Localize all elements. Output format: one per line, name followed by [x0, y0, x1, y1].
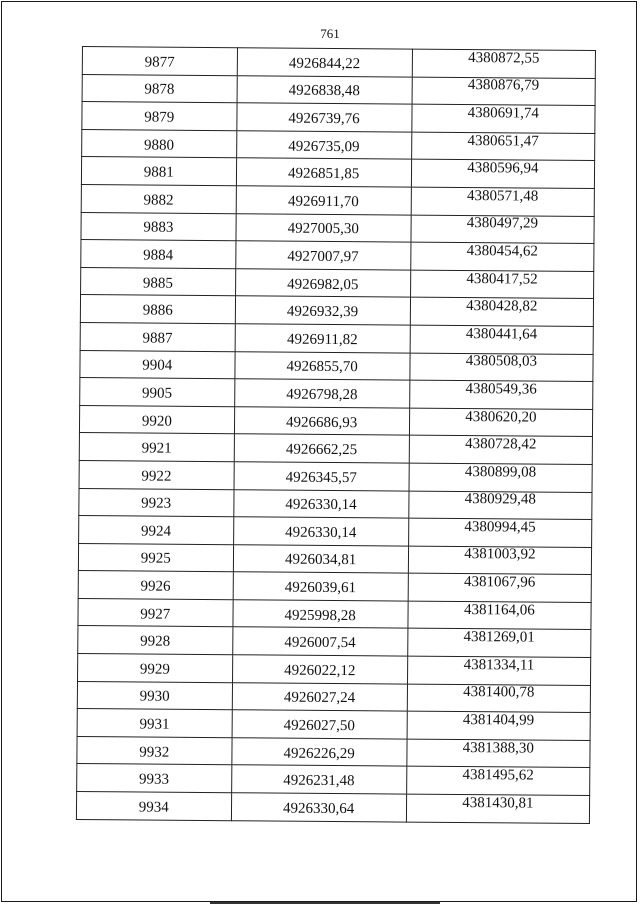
y-coordinate-text: 4380508,03 — [465, 353, 538, 370]
point-id-text: 9877 — [144, 54, 175, 71]
point-id-cell — [82, 74, 237, 103]
x-coordinate-text: 4926838,48 — [288, 83, 360, 100]
x-coordinate-text: 4926844,22 — [288, 55, 361, 72]
x-coordinate-cell — [236, 103, 411, 132]
y-coordinate-text: 4381400,78 — [463, 684, 535, 702]
table-row — [80, 378, 593, 410]
point-id-cell — [80, 295, 235, 324]
point-id-text: 9884 — [143, 247, 174, 264]
y-coordinate-text: 4380651,47 — [467, 132, 539, 150]
x-coordinate-cell — [235, 324, 410, 353]
x-coordinate-text: 4926662,25 — [285, 441, 358, 459]
point-id-text: 9927 — [140, 606, 171, 623]
y-coordinate-cell — [411, 187, 595, 216]
table-row — [82, 74, 595, 106]
y-coordinate-cell — [410, 297, 594, 326]
x-coordinate-cell — [233, 544, 408, 573]
x-coordinate-text: 4927007,97 — [287, 248, 359, 266]
x-coordinate-text: 4926686,93 — [286, 414, 358, 431]
point-id-cell — [82, 102, 237, 131]
point-id-cell — [80, 322, 235, 351]
x-coordinate-text: 4926039,61 — [284, 579, 357, 597]
point-id-cell — [82, 47, 237, 76]
x-coordinate-cell — [232, 710, 407, 739]
y-coordinate-text: 4380497,29 — [466, 215, 539, 232]
y-coordinate-cell — [412, 104, 596, 133]
y-coordinate-cell — [409, 463, 593, 492]
table-row — [78, 654, 591, 686]
x-coordinate-cell — [233, 600, 408, 629]
y-coordinate-text: 4380417,52 — [466, 270, 538, 288]
x-coordinate-cell — [233, 572, 408, 601]
x-coordinate-cell — [234, 462, 409, 491]
y-coordinate-text: 4380596,94 — [467, 160, 539, 177]
x-coordinate-text: 4926226,29 — [283, 745, 355, 762]
y-coordinate-text: 4380728,42 — [465, 436, 537, 453]
point-id-cell — [81, 267, 236, 296]
y-coordinate-cell — [409, 435, 593, 464]
x-coordinate-cell — [232, 627, 407, 656]
point-id-cell — [78, 654, 233, 683]
point-id-cell — [81, 240, 236, 269]
x-coordinate-text: 4926330,14 — [285, 524, 357, 542]
table-row — [79, 433, 592, 465]
x-coordinate-text: 4926735,09 — [288, 138, 360, 155]
y-coordinate-text: 4381404,99 — [462, 712, 535, 729]
table-row — [80, 350, 593, 382]
point-id-text: 9933 — [138, 771, 170, 788]
y-coordinate-cell — [408, 573, 592, 602]
y-coordinate-cell — [407, 684, 591, 713]
y-coordinate-text: 4381067,96 — [463, 574, 536, 591]
x-coordinate-text: 4926022,12 — [284, 662, 356, 680]
point-id-cell — [79, 405, 234, 434]
scan-edge-mark — [210, 902, 440, 904]
x-coordinate-text: 4925998,28 — [284, 607, 356, 624]
x-coordinate-cell — [235, 268, 410, 297]
point-id-cell — [81, 212, 236, 241]
point-id-text: 9878 — [144, 81, 175, 99]
point-id-cell — [82, 129, 237, 158]
x-coordinate-text: 4926932,39 — [286, 303, 359, 321]
table-row — [76, 792, 589, 824]
table-row — [78, 571, 591, 603]
x-coordinate-text: 4926034,81 — [284, 552, 357, 569]
y-coordinate-cell — [411, 215, 595, 244]
point-id-cell — [79, 460, 234, 489]
point-id-text: 9887 — [142, 330, 173, 347]
point-id-cell — [77, 764, 232, 793]
y-coordinate-text: 4381388,30 — [462, 739, 535, 757]
table-row — [81, 212, 594, 244]
y-coordinate-text: 4380872,55 — [468, 49, 540, 67]
x-coordinate-text: 4926345,57 — [285, 469, 357, 486]
y-coordinate-text: 4381495,62 — [462, 767, 534, 784]
x-coordinate-text: 4926007,54 — [284, 634, 356, 652]
y-coordinate-cell — [408, 601, 592, 630]
point-id-text: 9886 — [142, 302, 173, 319]
table-row — [77, 736, 590, 768]
x-coordinate-cell — [234, 406, 409, 435]
point-id-text: 9922 — [141, 468, 172, 485]
table-row — [81, 240, 594, 272]
y-coordinate-text: 4380876,79 — [467, 77, 540, 94]
table-row — [77, 681, 590, 713]
point-id-cell — [81, 184, 236, 213]
x-coordinate-cell — [236, 186, 411, 215]
point-id-cell — [78, 571, 233, 600]
table-row — [77, 764, 590, 796]
y-coordinate-cell — [407, 656, 591, 685]
point-id-cell — [79, 488, 234, 517]
table-row — [78, 626, 591, 658]
x-coordinate-cell — [231, 765, 406, 794]
table-row — [78, 598, 591, 630]
table-row — [80, 295, 593, 327]
x-coordinate-text: 4926798,28 — [286, 386, 358, 404]
point-id-text: 9921 — [141, 440, 172, 457]
point-id-text: 9881 — [143, 164, 174, 181]
x-coordinate-cell — [235, 296, 410, 325]
y-coordinate-text: 4380549,36 — [465, 380, 537, 398]
x-coordinate-cell — [236, 213, 411, 242]
y-coordinate-cell — [410, 353, 594, 382]
y-coordinate-cell — [410, 325, 594, 354]
point-id-cell — [78, 626, 233, 655]
y-coordinate-text: 4380929,48 — [464, 491, 536, 508]
y-coordinate-text: 4380571,48 — [466, 187, 539, 205]
y-coordinate-cell — [411, 132, 595, 161]
y-coordinate-cell — [407, 739, 591, 768]
y-coordinate-text: 4380899,08 — [464, 463, 537, 481]
x-coordinate-text: 4926855,70 — [286, 358, 358, 376]
y-coordinate-cell — [412, 77, 596, 106]
y-coordinate-text: 4380454,62 — [466, 242, 538, 260]
y-coordinate-text: 4381269,01 — [463, 629, 535, 646]
point-id-cell — [77, 736, 232, 765]
x-coordinate-cell — [232, 655, 407, 684]
x-coordinate-cell — [232, 682, 407, 711]
point-id-text: 9930 — [139, 688, 170, 706]
table-row — [79, 460, 592, 492]
x-coordinate-cell — [236, 130, 411, 159]
point-id-cell — [78, 543, 233, 572]
point-id-cell — [77, 709, 232, 738]
x-coordinate-text: 4926231,48 — [283, 772, 355, 790]
y-coordinate-cell — [410, 270, 594, 299]
x-coordinate-text: 4927005,30 — [287, 220, 359, 238]
x-coordinate-cell — [237, 48, 412, 77]
y-coordinate-text: 4380691,74 — [467, 105, 540, 122]
x-coordinate-text: 4926739,76 — [288, 110, 360, 128]
table-row — [79, 516, 592, 548]
point-id-text: 9880 — [143, 137, 175, 154]
y-coordinate-cell — [406, 767, 590, 796]
x-coordinate-cell — [233, 517, 408, 546]
table-row — [78, 543, 591, 575]
point-id-text: 9929 — [139, 661, 170, 678]
point-id-text: 9883 — [143, 219, 174, 237]
table-row — [79, 405, 592, 437]
table-row — [81, 184, 594, 216]
y-coordinate-cell — [409, 380, 593, 409]
point-id-text: 9931 — [139, 716, 170, 733]
point-id-cell — [79, 516, 234, 545]
table-row — [81, 157, 594, 189]
point-id-cell — [81, 157, 236, 186]
y-coordinate-cell — [407, 629, 591, 658]
y-coordinate-cell — [408, 518, 592, 547]
x-coordinate-cell — [235, 351, 410, 380]
x-coordinate-cell — [235, 241, 410, 270]
point-id-cell — [77, 681, 232, 710]
x-coordinate-text: 4926982,05 — [287, 276, 359, 293]
point-id-text: 9905 — [142, 385, 173, 402]
point-id-cell — [76, 792, 231, 821]
x-coordinate-text: 4926330,64 — [282, 800, 355, 817]
point-id-text: 9882 — [143, 192, 174, 209]
point-id-text: 9904 — [142, 357, 173, 375]
x-coordinate-cell — [231, 738, 406, 767]
table-row — [82, 102, 595, 134]
point-id-text: 9934 — [138, 799, 169, 816]
y-coordinate-text: 4380994,45 — [464, 518, 536, 536]
y-coordinate-cell — [408, 546, 592, 575]
table-row — [80, 322, 593, 354]
point-id-text: 9932 — [139, 744, 170, 761]
x-coordinate-text: 4926027,24 — [283, 690, 356, 707]
point-id-text: 9924 — [140, 523, 172, 540]
y-coordinate-text: 4381003,92 — [464, 546, 536, 564]
y-coordinate-text: 4380441,64 — [465, 325, 538, 343]
table-row — [82, 47, 595, 79]
y-coordinate-cell — [411, 159, 595, 188]
x-coordinate-cell — [237, 75, 412, 104]
point-id-text: 9920 — [141, 412, 172, 430]
y-coordinate-cell — [406, 794, 590, 823]
point-id-cell — [79, 433, 234, 462]
coordinates-table-container — [76, 46, 596, 824]
table-row — [82, 129, 595, 161]
x-coordinate-text: 4926330,14 — [285, 496, 357, 514]
y-coordinate-cell — [409, 491, 593, 520]
x-coordinate-cell — [236, 158, 411, 187]
point-id-cell — [80, 350, 235, 379]
point-id-text: 9928 — [140, 633, 171, 650]
coordinates-table-body — [76, 47, 595, 824]
point-id-cell — [78, 598, 233, 627]
point-id-text: 9926 — [140, 578, 171, 595]
x-coordinate-text: 4926027,50 — [283, 717, 356, 735]
page-number: 761 — [320, 26, 340, 41]
x-coordinate-cell — [233, 489, 408, 518]
y-coordinate-text: 4381164,06 — [464, 601, 535, 619]
table-row — [77, 709, 590, 741]
y-coordinate-cell — [409, 408, 593, 437]
x-coordinate-text: 4926911,70 — [288, 193, 359, 210]
x-coordinate-cell — [234, 379, 409, 408]
x-coordinate-text: 4926911,82 — [286, 331, 358, 348]
point-id-cell — [80, 378, 235, 407]
point-id-text: 9923 — [141, 495, 172, 513]
y-coordinate-cell — [412, 49, 596, 78]
point-id-text: 9925 — [140, 550, 171, 568]
table-row — [79, 488, 592, 520]
coordinates-table — [76, 46, 596, 824]
x-coordinate-text: 4926851,85 — [287, 165, 360, 183]
x-coordinate-cell — [231, 793, 406, 822]
point-id-text: 9885 — [142, 275, 173, 292]
x-coordinate-cell — [234, 434, 409, 463]
y-coordinate-text: 4380428,82 — [466, 298, 538, 315]
y-coordinate-cell — [410, 242, 594, 271]
y-coordinate-cell — [407, 711, 591, 740]
y-coordinate-text: 4381430,81 — [462, 794, 534, 812]
table-row — [81, 267, 594, 299]
y-coordinate-text: 4380620,20 — [465, 408, 537, 426]
y-coordinate-text: 4381334,11 — [463, 656, 535, 674]
point-id-text: 9879 — [144, 109, 175, 126]
